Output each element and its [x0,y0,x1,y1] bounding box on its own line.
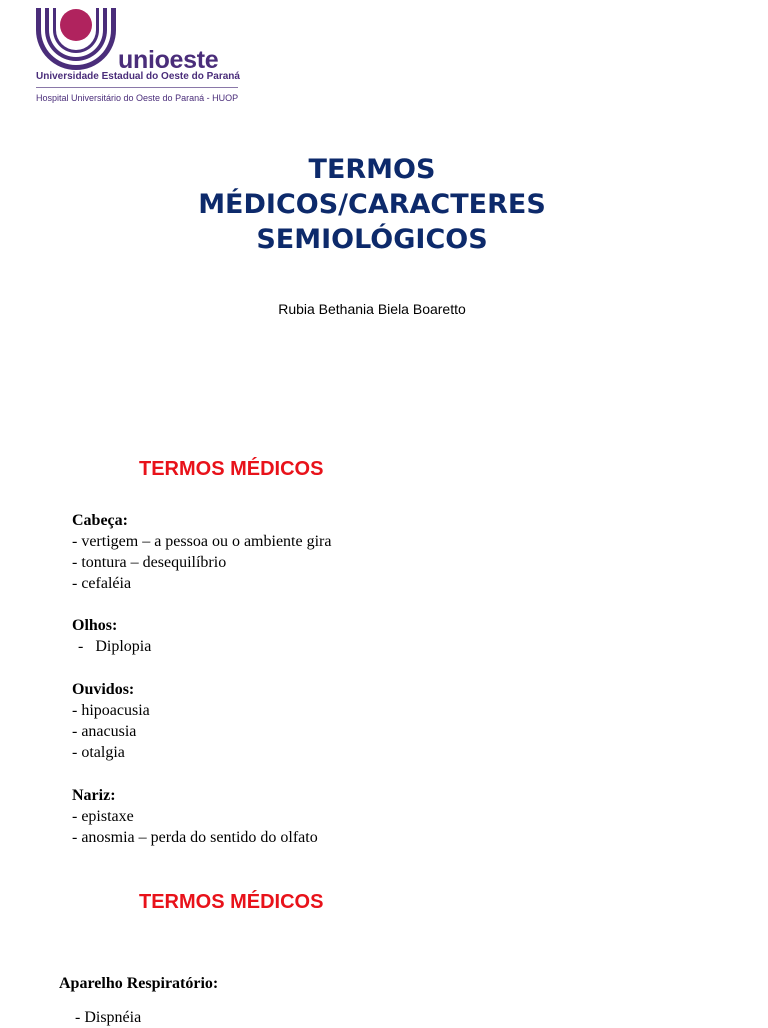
term-group-ouvidos [72,679,150,763]
term-group-aparelho-respiratorio [59,973,218,1028]
list-item: - epistaxe [72,808,134,825]
list-item: - vertigem – a pessoa ou o ambiente gira [72,533,332,550]
logo-wordmark: unioeste [118,46,219,74]
document-title [0,152,744,257]
group-title: Cabeça: [72,512,128,529]
section-heading: TERMOS MÉDICOS [139,891,324,913]
group-title: Olhos: [72,617,118,634]
unioeste-logo [34,8,244,108]
list-item: - anacusia [72,723,137,740]
unioeste-emblem-icon [34,8,118,70]
group-title: Aparelho Respiratório: [59,975,219,992]
logo-divider [36,87,238,88]
logo-hospital-name: Hospital Universitário do Oeste do Paraná - HUOP [36,93,239,103]
list-item: - otalgia [72,744,125,761]
author-name: Rubia Bethania Biela Boaretto [278,301,466,317]
list-item: - hipoacusia [72,702,150,719]
list-item: - Diplopia [74,638,152,655]
group-title: Ouvidos: [72,681,135,698]
title-line: TERMOS [308,154,436,185]
title-line: MÉDICOS/CARACTERES [198,189,546,220]
list-item: - tontura – desequilíbrio [72,554,227,571]
title-line: SEMIOLÓGICOS [256,224,488,255]
list-item: - cefaléia [72,575,132,592]
logo-university-name: Universidade Estadual do Oeste do Paraná [36,71,240,82]
list-item: - Dispnéia [75,1009,142,1026]
group-title: Nariz: [72,787,116,804]
term-group-nariz [72,785,318,848]
list-item: - anosmia – perda do sentido do olfato [72,829,318,846]
section-heading: TERMOS MÉDICOS [139,458,324,480]
term-group-cabeca [72,510,331,594]
term-group-olhos [72,615,151,657]
